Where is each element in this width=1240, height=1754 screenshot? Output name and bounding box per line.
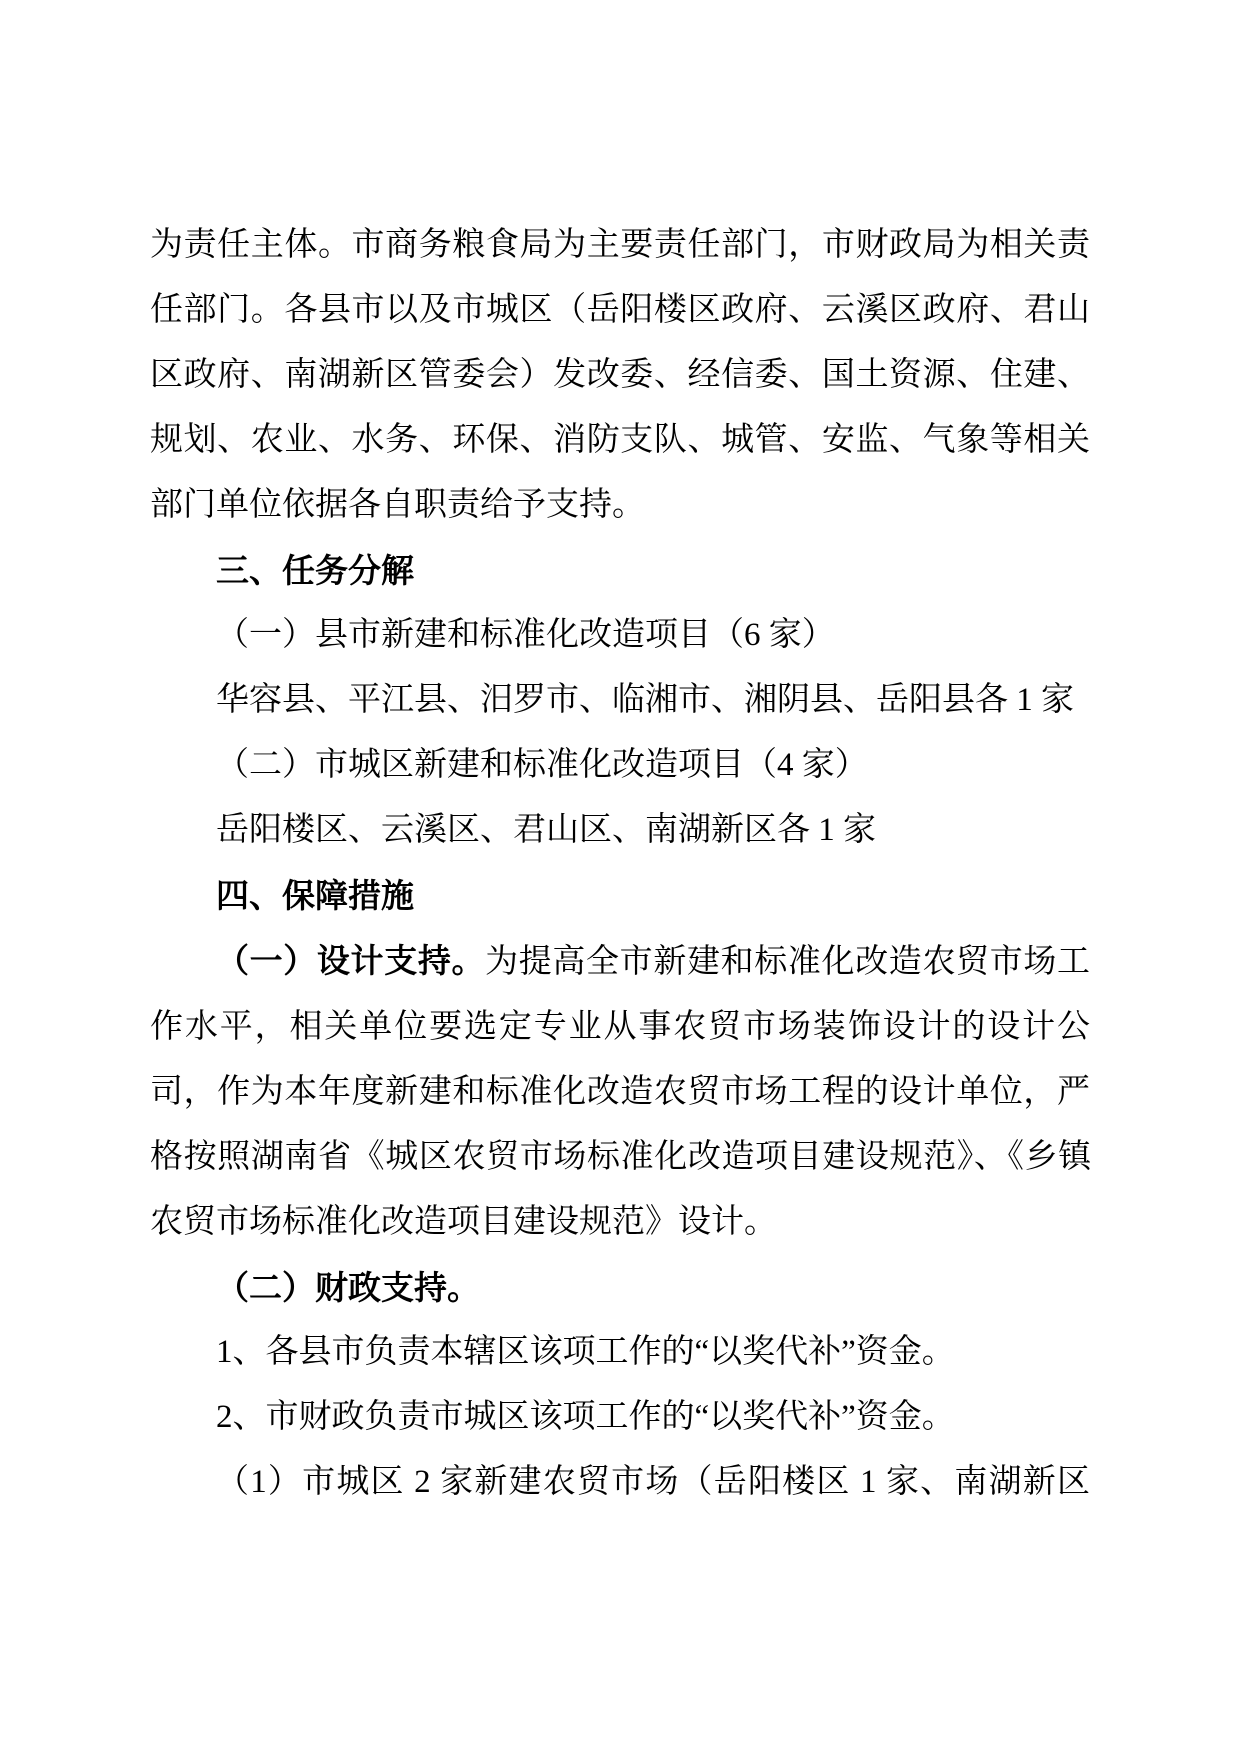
design-support-paragraph-line-5: 农贸市场标准化改造项目建设规范》设计。 xyxy=(150,1204,777,1240)
design-support-label: （一）设计支持。 xyxy=(216,942,486,979)
responsibility-paragraph-line-2: 任部门。各县市以及市城区（岳阳楼区政府、云溪区政府、君山 xyxy=(150,292,1090,328)
county-projects-item: （一）县市新建和标准化改造项目（6 家） xyxy=(216,617,835,653)
section-4-heading: 四、保障措施 xyxy=(216,877,414,914)
responsibility-paragraph-line-1: 为责任主体。市商务粮食局为主要责任部门，市财政局为相关责 xyxy=(150,227,1090,263)
design-support-paragraph-line-4: 格按照湖南省《城区农贸市场标准化改造项目建设规范》、《乡镇 xyxy=(150,1139,1090,1175)
funding-item-2: 2、市财政负责市城区该项工作的“以奖代补”资金。 xyxy=(216,1399,955,1435)
document-body xyxy=(150,213,1090,1515)
responsibility-paragraph-line-5: 部门单位依据各自职责给予支持。 xyxy=(150,487,645,523)
city-projects-item: （二）市城区新建和标准化改造项目（4 家） xyxy=(216,747,868,783)
funding-item-1: 1、各县市负责本辖区该项工作的“以奖代补”资金。 xyxy=(216,1334,955,1370)
funding-detail-line-1: （1）市城区 2 家新建农贸市场（岳阳楼区 1 家、南湖新区 xyxy=(216,1464,1090,1500)
financial-support-heading: （二）财政支持。 xyxy=(216,1269,480,1306)
responsibility-paragraph-line-3: 区政府、南湖新区管委会）发改委、经信委、国土资源、住建、 xyxy=(150,357,1090,393)
section-3-heading: 三、任务分解 xyxy=(216,552,414,589)
county-allocation-line: 华容县、平江县、汨罗市、临湘市、湘阴县、岳阳县各 1 家 xyxy=(216,682,1074,718)
design-support-text: 为提高全市新建和标准化改造农贸市场工 xyxy=(485,944,1091,980)
design-support-paragraph-line-1 xyxy=(150,928,1090,995)
district-allocation-line: 岳阳楼区、云溪区、君山区、南湖新区各 1 家 xyxy=(216,812,876,848)
responsibility-paragraph-line-4: 规划、农业、水务、环保、消防支队、城管、安监、气象等相关 xyxy=(150,422,1090,458)
design-support-paragraph-line-2: 作水平，相关单位要选定专业从事农贸市场装饰设计的设计公 xyxy=(150,1009,1090,1045)
design-support-paragraph-line-3: 司，作为本年度新建和标准化改造农贸市场工程的设计单位，严 xyxy=(150,1074,1090,1110)
